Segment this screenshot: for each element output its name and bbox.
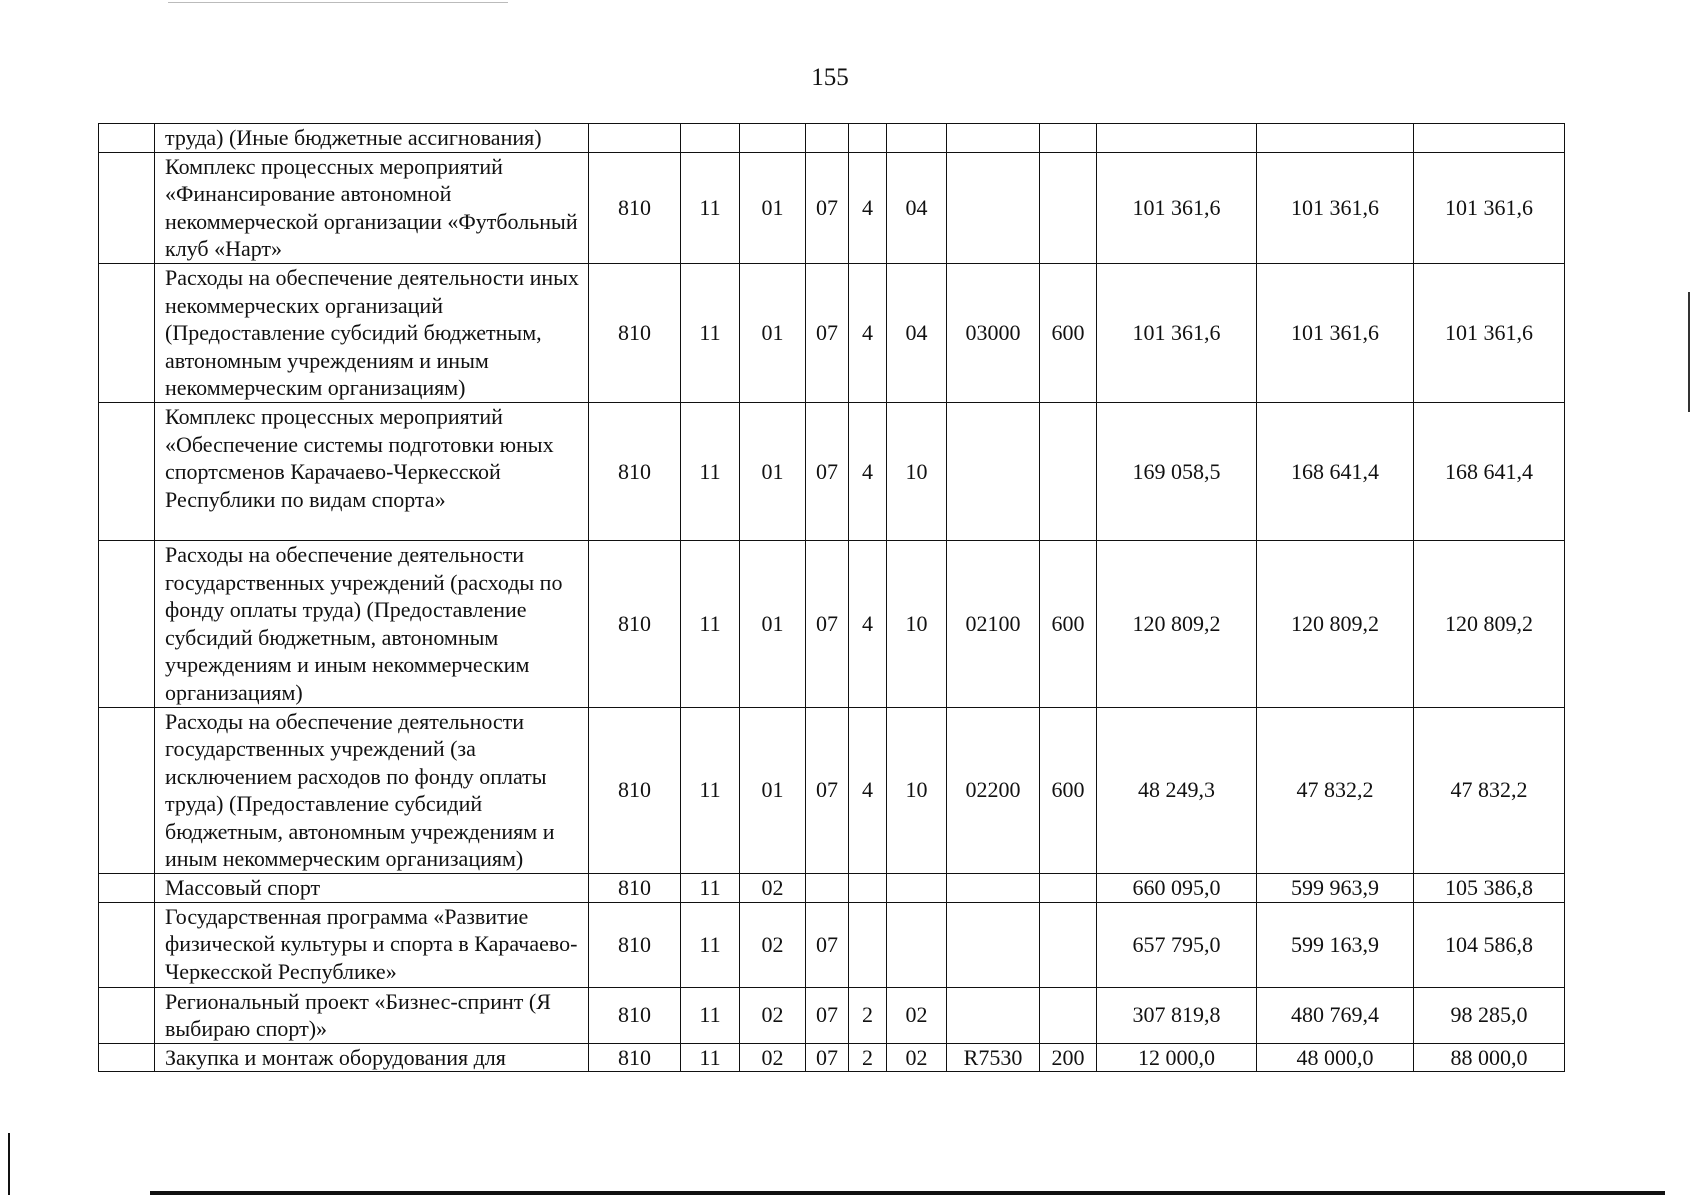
expense-type-cell (1040, 402, 1097, 540)
ministry-code-cell: 810 (589, 874, 681, 903)
structural-element-cell: 10 (887, 402, 947, 540)
program-code-cell: 07 (806, 707, 849, 874)
expense-type-cell: 200 (1040, 1043, 1097, 1072)
row-index-cell (99, 987, 155, 1043)
program-code-cell (806, 874, 849, 903)
expense-name-cell: Расходы на обеспечение деятельности государственных учреждений (расходы по фонду оплаты труда) (Предоставление субсидий бюджетным, автономным учреждениям и иным некоммерческим организациям) (155, 540, 589, 707)
table-row (99, 540, 1565, 707)
structural-element-cell: 04 (887, 263, 947, 402)
expense-name-cell: Расходы на обеспечение деятельности иных некоммерческих организаций (Предоставление субсидий бюджетным, автономным учреждениям и иным некоммерческим организациям) (155, 263, 589, 402)
subsection-code-cell: 01 (740, 152, 806, 263)
structural-element-cell: 02 (887, 987, 947, 1043)
ministry-code-cell: 810 (589, 987, 681, 1043)
direction-code-cell (947, 124, 1040, 153)
table-row (99, 124, 1565, 153)
page-number: 155 (811, 64, 849, 91)
amount-year1-cell: 660 095,0 (1097, 874, 1257, 903)
amount-year3-cell: 101 361,6 (1414, 263, 1565, 402)
ministry-code-cell: 810 (589, 152, 681, 263)
amount-year2-cell: 47 832,2 (1257, 707, 1414, 874)
row-index-cell (99, 874, 155, 903)
row-index-cell (99, 1043, 155, 1072)
program-type-cell: 4 (849, 707, 887, 874)
table-row (99, 263, 1565, 402)
table-row (99, 874, 1565, 903)
section-code-cell: 11 (681, 263, 740, 402)
section-code-cell (681, 124, 740, 153)
amount-year1-cell: 12 000,0 (1097, 1043, 1257, 1072)
amount-year3-cell: 120 809,2 (1414, 540, 1565, 707)
amount-year1-cell (1097, 124, 1257, 153)
program-code-cell: 07 (806, 1043, 849, 1072)
amount-year2-cell: 480 769,4 (1257, 987, 1414, 1043)
amount-year3-cell: 168 641,4 (1414, 402, 1565, 540)
subsection-code-cell: 01 (740, 540, 806, 707)
row-index-cell (99, 707, 155, 874)
structural-element-cell: 10 (887, 707, 947, 874)
program-code-cell: 07 (806, 402, 849, 540)
ministry-code-cell (589, 124, 681, 153)
program-code-cell: 07 (806, 902, 849, 987)
row-index-cell (99, 263, 155, 402)
amount-year2-cell: 168 641,4 (1257, 402, 1414, 540)
row-index-cell (99, 540, 155, 707)
expense-type-cell: 600 (1040, 707, 1097, 874)
amount-year1-cell: 48 249,3 (1097, 707, 1257, 874)
structural-element-cell: 02 (887, 1043, 947, 1072)
program-type-cell (849, 874, 887, 903)
program-code-cell: 07 (806, 152, 849, 263)
section-code-cell: 11 (681, 987, 740, 1043)
subsection-code-cell: 01 (740, 707, 806, 874)
expense-name-cell: Государственная программа «Развитие физической культуры и спорта в Карачаево-Черкесской Республике» (155, 902, 589, 987)
subsection-code-cell: 01 (740, 402, 806, 540)
subsection-code-cell: 02 (740, 902, 806, 987)
program-type-cell: 4 (849, 152, 887, 263)
structural-element-cell (887, 902, 947, 987)
program-type-cell: 2 (849, 1043, 887, 1072)
direction-code-cell (947, 874, 1040, 903)
subsection-code-cell: 02 (740, 987, 806, 1043)
amount-year1-cell: 169 058,5 (1097, 402, 1257, 540)
expense-type-cell (1040, 152, 1097, 263)
subsection-code-cell: 02 (740, 1043, 806, 1072)
direction-code-cell: 02100 (947, 540, 1040, 707)
subsection-code-cell (740, 124, 806, 153)
section-code-cell: 11 (681, 707, 740, 874)
table-row (99, 987, 1565, 1043)
amount-year1-cell: 120 809,2 (1097, 540, 1257, 707)
expense-name-cell: Комплекс процессных мероприятий «Финансирование автономной некоммерческой организации «Футбольный клуб «Нарт» (155, 152, 589, 263)
ministry-code-cell: 810 (589, 263, 681, 402)
amount-year1-cell: 101 361,6 (1097, 152, 1257, 263)
expense-type-cell: 600 (1040, 263, 1097, 402)
expense-type-cell (1040, 987, 1097, 1043)
program-type-cell (849, 902, 887, 987)
expense-name-cell: Массовый спорт (155, 874, 589, 903)
program-code-cell: 07 (806, 540, 849, 707)
expense-name-cell: Региональный проект «Бизнес-спринт (Я выбираю спорт)» (155, 987, 589, 1043)
scan-right-edge (1688, 292, 1690, 412)
ministry-code-cell: 810 (589, 1043, 681, 1072)
expense-name-cell: Расходы на обеспечение деятельности государственных учреждений (за исключением расходов по фонду оплаты труда) (Предоставление субсидий бюджетным, автономным учреждениям и иным некоммерческим организациям) (155, 707, 589, 874)
program-code-cell (806, 124, 849, 153)
program-type-cell (849, 124, 887, 153)
ministry-code-cell: 810 (589, 540, 681, 707)
row-index-cell (99, 902, 155, 987)
amount-year1-cell: 101 361,6 (1097, 263, 1257, 402)
program-code-cell: 07 (806, 263, 849, 402)
ministry-code-cell: 810 (589, 707, 681, 874)
ministry-code-cell: 810 (589, 402, 681, 540)
amount-year2-cell: 599 963,9 (1257, 874, 1414, 903)
scan-bottom-rule (150, 1191, 1665, 1195)
structural-element-cell: 04 (887, 152, 947, 263)
row-index-cell (99, 152, 155, 263)
amount-year2-cell: 120 809,2 (1257, 540, 1414, 707)
direction-code-cell: 02200 (947, 707, 1040, 874)
subsection-code-cell: 02 (740, 874, 806, 903)
row-index-cell (99, 402, 155, 540)
amount-year3-cell: 104 586,8 (1414, 902, 1565, 987)
budget-table (98, 123, 1565, 1072)
ministry-code-cell: 810 (589, 902, 681, 987)
amount-year1-cell: 307 819,8 (1097, 987, 1257, 1043)
table-row (99, 402, 1565, 540)
amount-year3-cell: 105 386,8 (1414, 874, 1565, 903)
direction-code-cell (947, 987, 1040, 1043)
program-type-cell: 4 (849, 263, 887, 402)
amount-year2-cell: 101 361,6 (1257, 263, 1414, 402)
scan-left-mark (8, 1133, 10, 1195)
section-code-cell: 11 (681, 902, 740, 987)
section-code-cell: 11 (681, 152, 740, 263)
section-code-cell: 11 (681, 874, 740, 903)
row-index-cell (99, 124, 155, 153)
section-code-cell: 11 (681, 1043, 740, 1072)
amount-year3-cell: 47 832,2 (1414, 707, 1565, 874)
expense-type-cell (1040, 874, 1097, 903)
section-code-cell: 11 (681, 540, 740, 707)
program-type-cell: 4 (849, 402, 887, 540)
amount-year3-cell (1414, 124, 1565, 153)
direction-code-cell (947, 152, 1040, 263)
amount-year2-cell: 48 000,0 (1257, 1043, 1414, 1072)
amount-year2-cell: 101 361,6 (1257, 152, 1414, 263)
structural-element-cell (887, 874, 947, 903)
amount-year2-cell: 599 163,9 (1257, 902, 1414, 987)
expense-name-cell: Комплекс процессных мероприятий «Обеспечение системы подготовки юных спортсменов Карачаево-Черкесской Республики по видам спорта» (155, 402, 589, 540)
amount-year2-cell (1257, 124, 1414, 153)
amount-year3-cell: 88 000,0 (1414, 1043, 1565, 1072)
direction-code-cell: R7530 (947, 1043, 1040, 1072)
expense-type-cell (1040, 124, 1097, 153)
table-row (99, 707, 1565, 874)
expense-name-cell: труда) (Иные бюджетные ассигнования) (155, 124, 589, 153)
table-row (99, 1043, 1565, 1072)
expense-name-cell: Закупка и монтаж оборудования для (155, 1043, 589, 1072)
direction-code-cell (947, 902, 1040, 987)
structural-element-cell (887, 124, 947, 153)
amount-year1-cell: 657 795,0 (1097, 902, 1257, 987)
direction-code-cell: 03000 (947, 263, 1040, 402)
program-code-cell: 07 (806, 987, 849, 1043)
amount-year3-cell: 101 361,6 (1414, 152, 1565, 263)
amount-year3-cell: 98 285,0 (1414, 987, 1565, 1043)
scan-top-rule (168, 2, 508, 3)
section-code-cell: 11 (681, 402, 740, 540)
direction-code-cell (947, 402, 1040, 540)
program-type-cell: 2 (849, 987, 887, 1043)
subsection-code-cell: 01 (740, 263, 806, 402)
expense-type-cell: 600 (1040, 540, 1097, 707)
program-type-cell: 4 (849, 540, 887, 707)
table-row (99, 902, 1565, 987)
table-row (99, 152, 1565, 263)
expense-type-cell (1040, 902, 1097, 987)
structural-element-cell: 10 (887, 540, 947, 707)
